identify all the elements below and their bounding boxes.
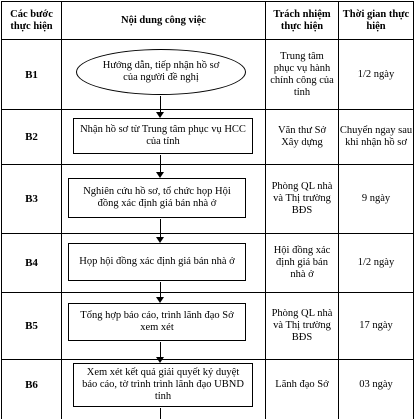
table-border-right <box>413 1 414 419</box>
flow-connector <box>160 155 161 172</box>
header-step: Các bước thực hiện <box>10 8 53 32</box>
responsible-cell: Phòng QL nhà và Thị trường BĐS <box>271 308 333 343</box>
flow-connector <box>160 96 161 112</box>
time-cell: Chuyển ngay sau khi nhận hồ sơ <box>339 125 413 148</box>
time-cell: 03 ngày <box>359 379 393 390</box>
header-time: Thời gian thực hiện <box>342 8 410 32</box>
flow-connector <box>160 219 161 237</box>
time-cell: 1/2 ngày <box>357 257 395 268</box>
flow-connector <box>160 282 161 297</box>
flow-step-box: Nhận hồ sơ từ Trung tâm phục vụ HCC của tỉnh <box>73 118 253 154</box>
arrow-down-icon <box>156 237 164 243</box>
responsible-cell: Phòng QL nhà và Thị trường BĐS <box>271 181 333 216</box>
responsible-cell: Hội đồng xác định giá bán nhà ở <box>273 245 331 280</box>
column-divider <box>61 1 62 419</box>
flow-connector <box>160 342 161 358</box>
step-label: B2 <box>25 131 38 143</box>
flow-connector <box>160 408 161 419</box>
arrow-down-icon <box>156 357 164 363</box>
flow-step-box: Xem xét kết quả giải quyết ký duyệt báo cáo, tờ trình trình lãnh đạo UBND tỉnh <box>73 363 253 407</box>
responsible-cell: Văn thư Sở Xây dựng <box>278 125 326 148</box>
arrow-down-icon <box>156 172 164 178</box>
flow-start-oval: Hướng dẫn, tiếp nhận hồ sơ của người đề nghị <box>76 49 246 95</box>
flow-step-box: Nghiên cứu hồ sơ, tổ chức họp Hội đồng xác định giá bán nhà ở <box>68 178 246 218</box>
flow-step-box: Tổng hợp báo cáo, trình lãnh đạo Sở xem xét <box>68 303 246 341</box>
procedure-table <box>1 1 414 419</box>
arrow-down-icon <box>156 297 164 303</box>
step-label: B6 <box>25 379 38 391</box>
arrow-down-icon <box>156 112 164 118</box>
header-content: Nội dung công việc <box>121 14 206 26</box>
step-label: B3 <box>25 193 38 205</box>
header-responsible: Trách nhiệm thực hiện <box>273 8 331 32</box>
step-label: B4 <box>25 257 38 269</box>
step-label: B5 <box>25 320 38 332</box>
time-cell: 17 ngày <box>359 320 393 331</box>
responsible-cell: Trung tâm phục vụ hành chính công của tỉnh <box>270 50 334 98</box>
time-cell: 1/2 ngày <box>357 68 395 80</box>
time-cell: 9 ngày <box>361 193 391 204</box>
flow-step-box: Họp hội đồng xác định giá bán nhà ở <box>68 243 246 281</box>
column-divider <box>265 1 266 419</box>
responsible-cell: Lãnh đạo Sở <box>275 379 329 390</box>
step-label: B1 <box>25 68 38 81</box>
